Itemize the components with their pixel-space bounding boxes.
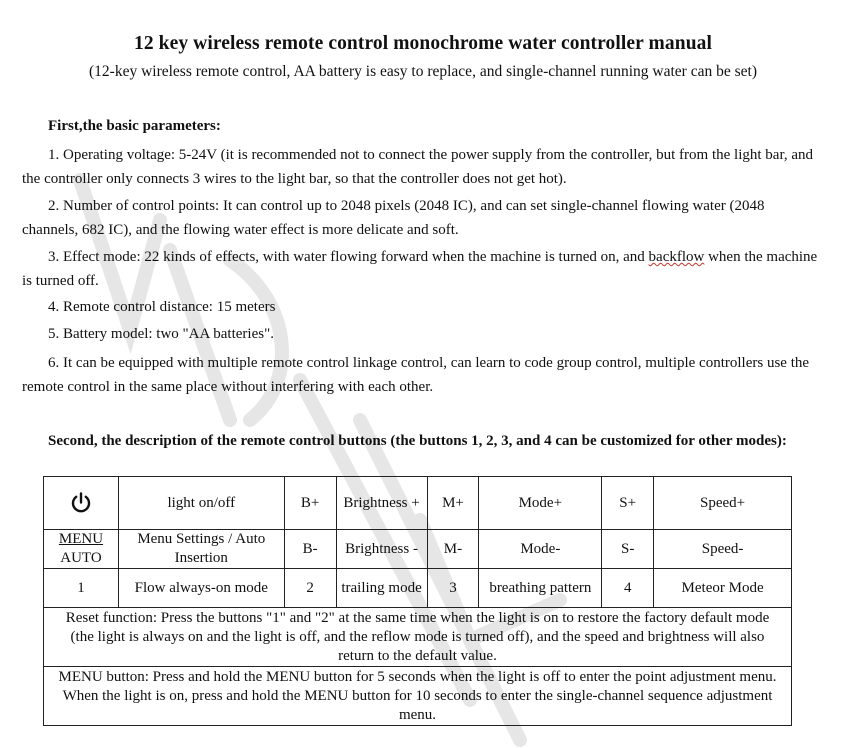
table-cell: Mode+ [479,477,602,530]
table-cell: light on/off [118,477,284,530]
menu-button-note: MENU button: Press and hold the MENU button for 5 seconds when the light is off to enter the point adjustment menu. When the light is on, press and hold the MENU button for 10 seconds to enter the single-channel sequence adjustment menu. [44,667,792,726]
table-cell: M- [427,530,479,569]
menu-auto-key-cell [44,530,119,569]
table-row [44,569,792,608]
section-basic-parameters-heading: First,the basic parameters: [48,118,221,134]
power-icon [69,491,93,515]
table-cell: M+ [427,477,479,530]
table-row [44,477,792,530]
table-cell: Menu Settings / Auto Insertion [118,530,284,569]
param-item-3: 3. Effect mode: 22 kinds of effects, with water flowing forward when the machine is turned on, and backflow when the machine is turned off. [22,249,818,289]
table-cell: Meteor Mode [654,569,792,608]
spellcheck-underlined-word: backflow [648,249,705,265]
param-item-5: 5. Battery model: two "AA batteries". [48,326,274,342]
table-cell: trailing mode [336,569,427,608]
param-item-2: 2. Number of control points: It can control up to 2048 pixels (2048 IC), and can set single-channel flowing water (2048 channels, 682 IC), and the flowing water effect is more delicate and soft. [22,198,765,238]
param-item-1: 1. Operating voltage: 5-24V (it is recommended not to connect the power supply from the controller, but from the light bar, and the controller only connects 3 wires to the light bar, so that the controller does not get hot). [22,147,813,187]
table-cell: S- [602,530,654,569]
table-row [44,667,792,726]
table-cell: 4 [602,569,654,608]
power-key-cell [44,477,119,530]
table-cell: 2 [284,569,336,608]
table-cell: Speed+ [654,477,792,530]
document-title: 12 key wireless remote control monochrome water controller manual [133,33,713,54]
table-row [44,530,792,569]
table-cell: Brightness - [336,530,427,569]
document-subtitle: (12-key wireless remote control, AA battery is easy to replace, and single-channel running water can be set) [89,63,757,80]
remote-buttons-table [43,476,792,726]
param-item-4: 4. Remote control distance: 15 meters [48,299,276,315]
menu-label: MENU [58,531,104,547]
table-cell: S+ [602,477,654,530]
table-cell: 1 [44,569,119,608]
table-cell: breathing pattern [479,569,602,608]
reset-function-note: Reset function: Press the buttons "1" and "2" at the same time when the light is on to restore the factory default mode (the light is always on and the light is off, and the reflow mode is turned off), and the speed and brightness will also return to the default value. [44,608,792,667]
table-cell: Flow always-on mode [118,569,284,608]
table-cell: 3 [427,569,479,608]
table-cell: B+ [284,477,336,530]
auto-label: AUTO [60,550,102,566]
table-cell: Speed- [654,530,792,569]
table-row [44,608,792,667]
table-cell: Brightness + [336,477,427,530]
table-cell: B- [284,530,336,569]
table-cell: Mode- [479,530,602,569]
param-item-6: 6. It can be equipped with multiple remote control linkage control, can learn to code group control, multiple controllers use the remote control in the same place without interfering with each other. [22,355,810,395]
section-buttons-heading: Second, the description of the remote control buttons (the buttons 1, 2, 3, and 4 can be customized for other modes): [48,433,787,449]
